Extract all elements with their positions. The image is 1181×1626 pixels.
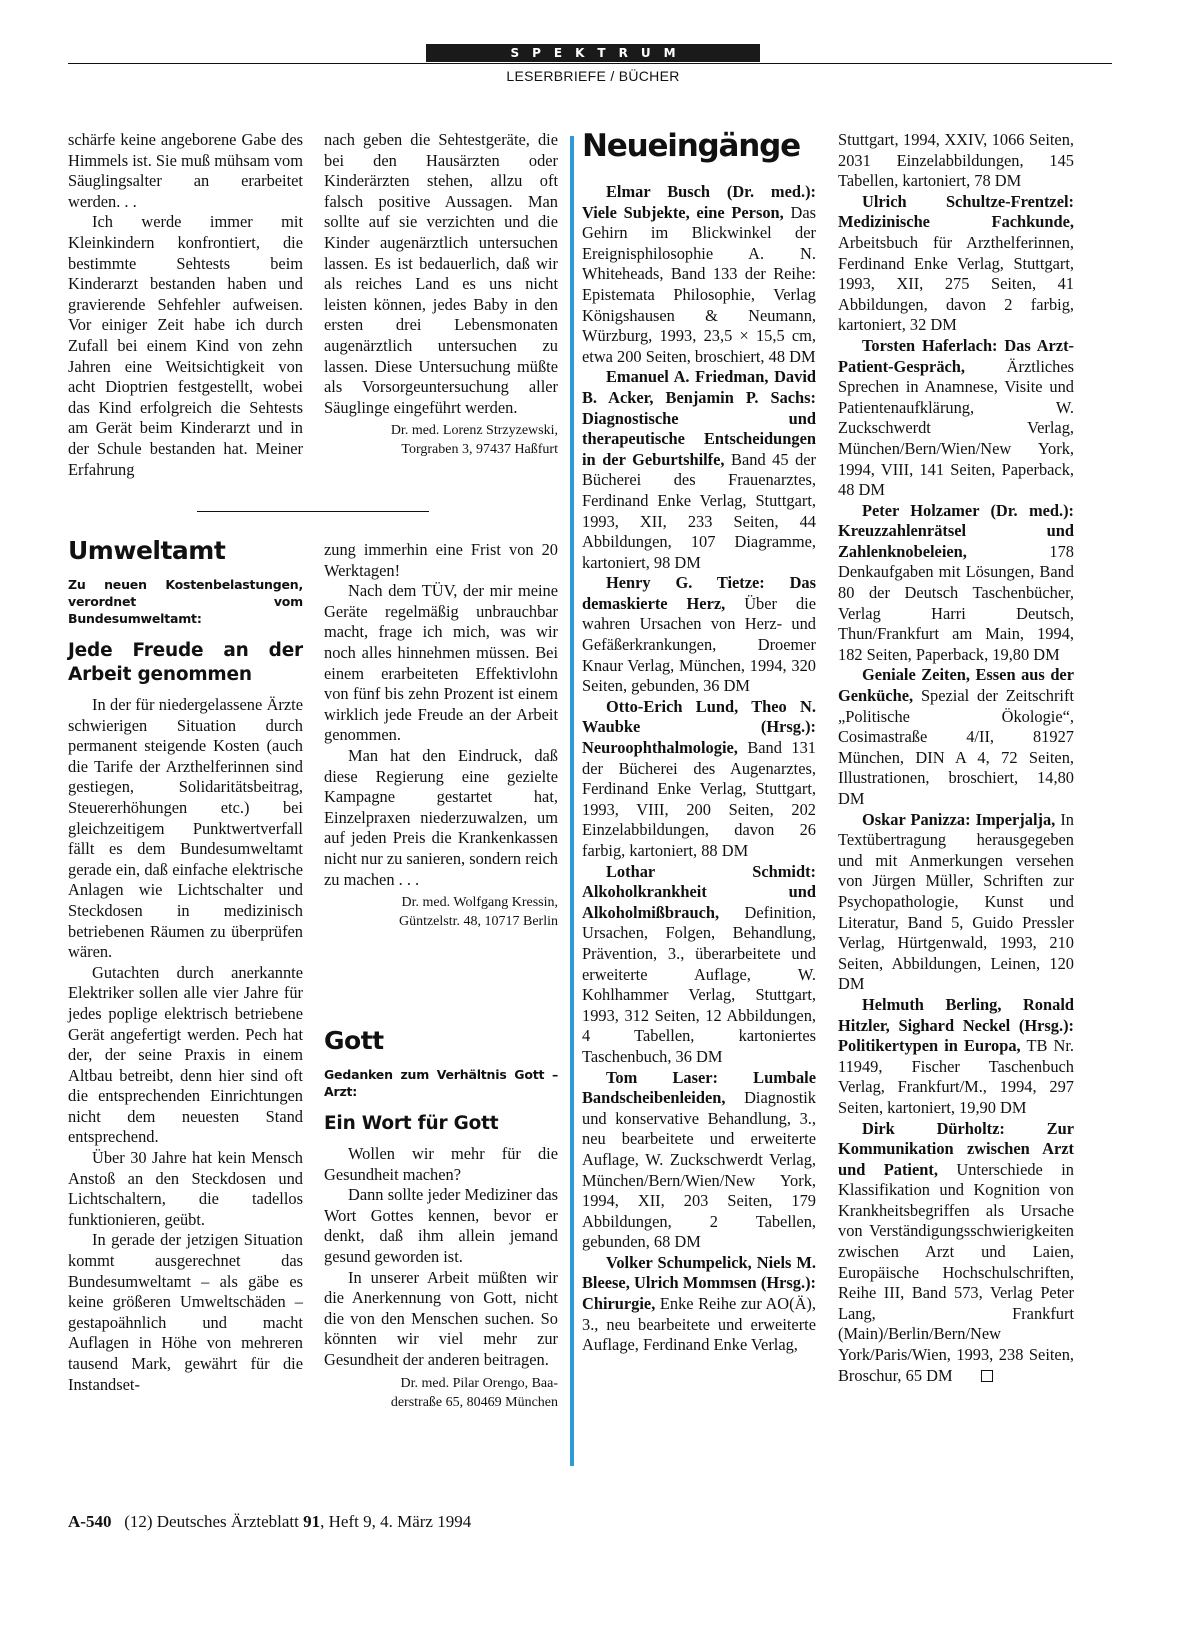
book-entry (582, 1068, 816, 1253)
book-list (838, 192, 1074, 1386)
book-details: Ärztliches Sprechen in Anamnese, Visite und Patientenaufklärung, W. Zuckschwerdt Verlag, München/Bern/Wien/New York, 1994, VIII, 141 Seiten, Paperback, 48 DM (838, 356, 1074, 500)
article-title: Gott (324, 1026, 384, 1055)
paragraph: In unserer Arbeit müßten wir die Anerkennung von Gott, nicht die von den Menschen suchen. So könnten wir viel mehr zur Gesundheit der anderen beitragen. (324, 1267, 558, 1369)
paragraph: schärfe keine angeborene Gabe des Himmels ist. Sie muß mühsam vom Säuglingsalter an erarbeitet werden. . . (68, 130, 303, 211)
header-rule (68, 63, 1112, 64)
article-title: Neueingänge (582, 128, 800, 164)
article-title: Umweltamt (68, 536, 226, 565)
book-details: TB Nr. 11949, Fischer Taschenbuch Verlag, Frankfurt/M., 1994, 297 Seiten, kartoniert, 19,90 DM (838, 1036, 1074, 1117)
book-list (582, 182, 816, 1356)
book-details: Das Gehirn im Blickwinkel der Ereignisphilosophie A. N. Whiteheads, Band 133 der Reihe: Epistemata Philosophie, Verlag Königshausen & Neumann, Würzburg, 1993, 23,5 × 15,5 cm, etwa 200 Seiten, broschiert, 48 DM (582, 202, 816, 366)
book-author-title: Helmuth Berling, Ronald Hitzler, Sighard Neckel (Hrsg.): Politikertypen in Europa, (838, 994, 1074, 1056)
article-separator (197, 511, 429, 512)
paragraph: Gutachten durch anerkannte Elektriker sollen alle vier Jahre für jedes poplige elektrisch betriebene Gerät angefertigt werden. Pech hat der, der seine Praxis in einem Altbau betreibt, denn hier sind oft die entsprechenden Einrichtungen nicht dem neuesten Stand entsprechend. (68, 962, 303, 1147)
book-entry (582, 1253, 816, 1356)
book-author-title: Elmar Busch (Dr. med.): Viele Subjekte, eine Person, (582, 182, 816, 222)
book-entry (582, 862, 816, 1068)
paragraph: Nach dem TÜV, der mir meine Geräte regelmäßig unbrauchbar macht, frage ich mich, was wir noch alles hinnehmen müssen. Bei einem erarbeiteten Effektivlohn von fünf bis zehn Prozent ist einem wirklich jede Freude an der Arbeit genommen. (324, 581, 558, 745)
book-author-title: Dirk Dürholtz: Zur Kommunikation zwischen Arzt und Patient, (838, 1118, 1074, 1179)
footer-issue: , Heft 9, 4. März 1994 (320, 1512, 472, 1531)
book-entry (582, 697, 816, 862)
end-of-article-icon (981, 1370, 993, 1382)
book-entry (582, 367, 816, 573)
book-details: In Textübertragung herausgegeben und mit Anmerkungen versehen von Jürgen Müller, Schriften zur Psychopathologie, Kunst und Literatur, Band 5, Guido Pressler Verlag, Hürtgenwald, 1993, 210 Seiten, Abbildungen, Leinen, 120 DM (838, 809, 1074, 994)
section-subtitle: LESERBRIEFE / BÜCHER (506, 68, 680, 84)
article-deck: Gedanken zum Verhältnis Gott – Arzt: (324, 1067, 558, 1099)
book-details: Unterschiede in Klassifikation und Kognition von Krankheitsbegriffen als Ursache von Verständigungsschwierigkeiten zwischen Arzt und Laien, Europäische Hochschulschriften, Reihe III, Band 573, Verlag Peter Lang, Frankfurt (Main)/Berlin/Bern/New York/Paris/Wien, 1993, 238 Seiten, Broschur, 65 DM (838, 1159, 1074, 1385)
section-header-bar (426, 44, 760, 62)
paragraph: In gerade der jetzigen Situation kommt ausgerechnet das Bundesumweltamt – als gäbe es keine größeren Umweltschäden – gestapoähnlich und macht Auflagen in Höhe von mehreren tausend Mark, gewährt für die Instandset- (68, 1230, 303, 1394)
book-entry (838, 192, 1074, 336)
page-number: A-540 (68, 1512, 112, 1531)
book-entry (838, 336, 1074, 501)
book-author-title: Geniale Zeiten, Essen aus der Genküche, (838, 665, 1074, 706)
paragraph: nach geben die Sehtestgeräte, die bei den Hausärzten oder Kinderärzten stehen, allzu oft falsch positive Aussagen. Man sollte auf sie verzichten und die Kinder augenärztlich untersuchen lassen. Es ist bedauerlich, daß wir als reiches Land es uns nicht leisten können, jedes Baby in den ersten drei Lebensmonaten augenärztlich untersuchen zu lassen. Diese Untersuchung müßte als Vorsorgeuntersuchung aller Säuglinge eingeführt werden. (324, 130, 558, 417)
signature-line: Torgraben 3, 97437 Haßfurt (401, 442, 558, 458)
footer-publication: (12) Deutsches Ärzteblatt (124, 1512, 304, 1531)
gott-article (324, 1026, 558, 1412)
paragraph: In der für niedergelassene Ärzte schwierigen Situation durch permanent steigende Kosten (auch die Tarife der Arzthelferinnen sind gestiegen, Solidaritätsbeitrag, Steuererhöhungen etc.) bei gleichzeitigem Punktwertverfall fällt es dem Bundesumweltamt gerade ein, daß einfache elektrische Anlagen wie Lichtschalter und Steckdosen in medizinisch betriebenen Räumen zu überprüfen wären. (68, 695, 303, 962)
book-author-title: Henry G. Tietze: Das demaskierte Herz, (582, 573, 816, 613)
section-title: SPEKTRUM (510, 46, 689, 60)
book-entry (838, 810, 1074, 995)
book-details: Diagnostik und konservative Behandlung, 3., neu bearbeitete und erweiterte Auflage, W. Zuckschwerdt Verlag, München/Bern/Wien/New York, 1994, XII, 203 Seiten, 179 Abbildungen, 2 Tabellen, gebunden, 68 DM (582, 1088, 816, 1252)
column-accent-rule (570, 136, 574, 1466)
book-author-title: Torsten Haferlach: Das Arzt-Patient-Gespräch, (838, 335, 1074, 376)
gott-signature (324, 1374, 558, 1412)
book-entry (838, 665, 1074, 809)
umweltamt-column1 (68, 536, 303, 1395)
book-entry-continued: Stuttgart, 1994, XXIV, 1066 Seiten, 2031 Einzelabbildungen, 145 Tabellen, kartoniert, 78 DM (838, 130, 1074, 191)
umweltamt-signature (324, 893, 558, 931)
letter1-column1 (68, 130, 303, 480)
book-details: Band 45 der Bücherei des Frauenarztes, Ferdinand Enke Verlag, Stuttgart, 1993, XII, 233 Seiten, 44 Abbildungen, 107 Diagramme, kartoniert, 98 DM (582, 449, 817, 572)
book-entry (582, 182, 816, 367)
book-entry (838, 1119, 1074, 1387)
book-author-title: Otto-Erich Lund, Theo N. Waubke (Hrsg.): Neuroophthalmologie, (582, 696, 816, 758)
book-details: Definition, Ursachen, Folgen, Behandlung, Prävention, 3., überarbeitete und erweiterte Auflage, W. Kohlhammer Verlag, Stuttgart, 1993, 312 Seiten, 12 Abbildungen, 4 Tabellen, kartoniertes Taschenbuch, 36 DM (582, 902, 816, 1066)
paragraph: Man hat den Eindruck, daß diese Regierung eine gezielte Kampagne gestartet hat, Einzelpraxen niederzuwalzen, um auf jeden Preis die Krankenkassen nicht nur zu sanieren, sondern reich zu machen . . . (324, 745, 558, 889)
signature-line: Dr. med. Lorenz Strzyzewski, (390, 423, 558, 439)
letter1-column2 (324, 130, 558, 459)
book-author-title: Lothar Schmidt: Alkoholkrankheit und Alkoholmißbrauch, (582, 861, 816, 922)
paragraph: zung immerhin eine Frist von 20 Werktagen! (324, 540, 558, 580)
signature-line: derstraße 65, 80469 München (390, 1394, 558, 1410)
paragraph: Ich werde immer mit Kleinkindern konfrontiert, die bestimmte Sehtests beim Kinderarzt bestanden haben und gravierende Sehfehler aufweisen. Vor einiger Zeit habe ich durch Zufall bei einem Kind von zehn Jahren eine Weitsichtigkeit von acht Dioptrien festgestellt, wobei das Kind erfolgreich die Sehtests am Gerät beim Kinderarzt und in der Schule bestanden hat. Meiner Erfahrung (68, 212, 303, 479)
paragraph: Wollen wir mehr für die Gesundheit machen? (324, 1144, 558, 1184)
book-details: Arbeitsbuch für Arzthelferinnen, Ferdinand Enke Verlag, Stuttgart, 1993, XII, 275 Seiten, 41 Abbildungen, davon 2 farbig, kartoniert, 32 DM (838, 232, 1074, 335)
book-entry (838, 995, 1074, 1119)
signature-line: Dr. med. Pilar Orengo, Baa- (400, 1375, 558, 1391)
book-details: 178 Denkaufgaben mit Lösungen, Band 80 der Deutsch Taschenbücher, Verlag Harri Deutsch, Thun/Frankfurt am Main, 1994, 182 Seiten, Paperback, 19,80 DM (838, 541, 1074, 664)
article-subhead: Ein Wort für Gott (324, 1113, 499, 1134)
signature-line: Güntzelstr. 48, 10717 Berlin (398, 914, 558, 930)
book-author-title: Oskar Panizza: Imperjalja, (862, 809, 1056, 829)
book-details: Band 131 der Bücherei des Augenarztes, Ferdinand Enke Verlag, Stuttgart, 1993, VIII, 200 Seiten, 202 Einzelabbildungen, davon 26 farbig, kartoniert, 88 DM (582, 738, 816, 860)
book-details: Enke Reihe zur AO(Ä), 3., neu bearbeitete und erweiterte Auflage, Ferdinand Enke Verlag, (582, 1294, 816, 1355)
neueingaenge-column2 (838, 130, 1074, 1386)
book-author-title: Peter Holzamer (Dr. med.): Kreuzzahlenrätsel und Zahlenknobeleien, (838, 500, 1074, 561)
umweltamt-column2 (324, 540, 558, 931)
book-entry (582, 573, 816, 697)
signature-line: Dr. med. Wolfgang Kressin, (401, 895, 558, 911)
article-deck: Zu neuen Kostenbelastungen, verordnet vom Bundesumweltamt: (68, 577, 303, 626)
paragraph: Dann sollte jeder Mediziner das Wort Gottes kennen, bevor er denkt, daß ihm allein jemand gesund geworden ist. (324, 1185, 558, 1266)
letter1-signature (324, 421, 558, 459)
footer-volume: 91 (303, 1512, 321, 1531)
article-subhead: Jede Freude an der Arbeit genommen (68, 640, 303, 685)
page-footer (68, 1512, 768, 1532)
book-details: Über die wahren Ursachen von Herz- und Gefäßerkrankungen, Droemer Knaur Verlag, München, 1994, 320 Seiten, gebunden, 36 DM (582, 593, 816, 696)
book-entry (838, 501, 1074, 666)
neueingaenge-column1 (582, 128, 816, 1356)
book-author-title: Emanuel A. Friedman, David B. Acker, Benjamin P. Sachs: Diagnostische und therapeutische Entscheidungen in der Geburtshilfe, (582, 367, 816, 469)
book-author-title: Ulrich Schultze-Frentzel: Medizinische Fachkunde, (838, 191, 1074, 232)
book-author-title: Tom Laser: Lumbale Bandscheibenleiden, (582, 1067, 816, 1108)
paragraph: Über 30 Jahre hat kein Mensch Anstoß an den Steckdosen und Lichtschaltern, die tadellos funktionieren, geübt. (68, 1148, 303, 1229)
book-details: Spezial der Zeitschrift „Politische Ökologie“, Cosimastraße 4/II, 81927 München, DIN A 4, 72 Seiten, Illustrationen, broschiert, 14,80 DM (838, 686, 1074, 808)
book-author-title: Volker Schumpelick, Niels M. Bleese, Ulrich Mommsen (Hrsg.): Chirurgie, (582, 1252, 816, 1314)
